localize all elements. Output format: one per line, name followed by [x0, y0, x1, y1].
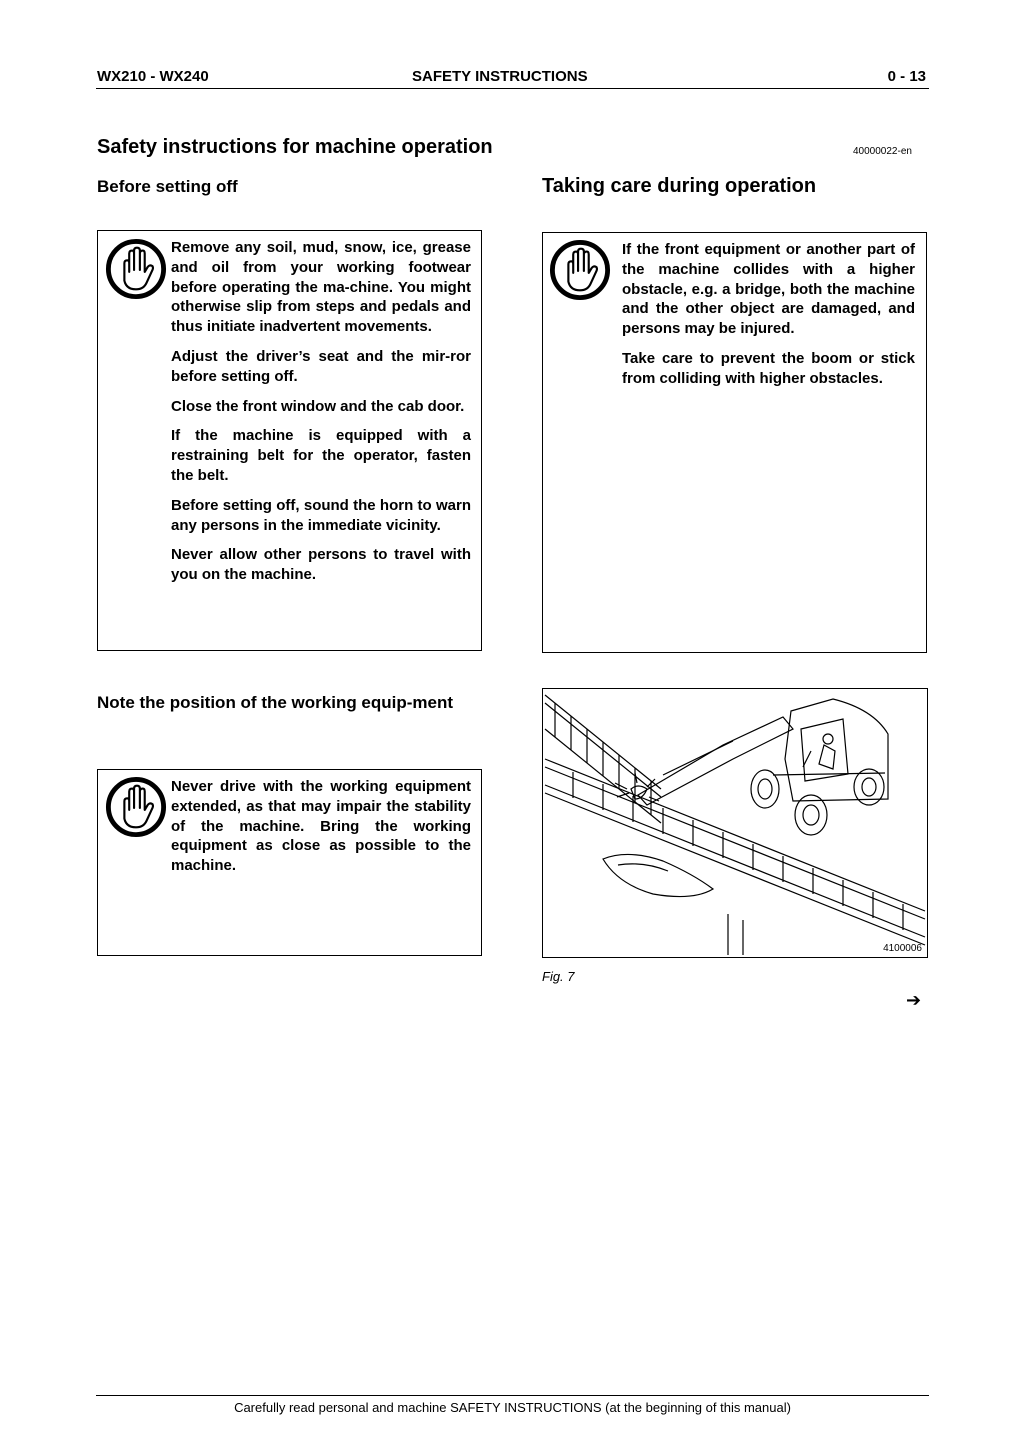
- warning-box-before-setting-off: [97, 230, 482, 651]
- paragraph: Before setting off, sound the horn to warn any persons in the immediate vicinity.: [171, 496, 471, 534]
- document-code: 40000022-en: [853, 146, 912, 157]
- paragraph: If the machine is equipped with a restraining belt for the operator, fasten the belt.: [171, 427, 471, 484]
- figure-id: 4100006: [883, 943, 922, 954]
- paragraph: Never drive with the working equipment extended, as that may impair the stability of the machine. Bring the working equipment as close as possible to the machine.: [171, 778, 471, 875]
- figure-caption: Fig. 7: [542, 969, 575, 984]
- section-title: Safety instructions for machine operation: [97, 136, 493, 158]
- paragraph: Never allow other persons to travel with you on the machine.: [171, 546, 471, 584]
- heading-working-equipment-position: Note the position of the working equip-ment: [97, 693, 454, 712]
- paragraph: If the front equipment or another part of the machine collides with a higher obstacle, e.g. a bridge, both the machine and the other object are damaged, and persons may be injured.: [622, 241, 915, 338]
- stop-hand-icon: [549, 239, 611, 301]
- before-setting-off-text: [171, 238, 471, 585]
- heading-before-setting-off: Before setting off: [97, 177, 238, 196]
- taking-care-text: [622, 240, 915, 389]
- stop-hand-icon: [105, 776, 167, 838]
- paragraph: Close the front window and the cab door.: [171, 397, 465, 415]
- header-page-number: 0 - 13: [887, 68, 926, 85]
- header-model: WX210 - WX240: [97, 68, 209, 85]
- warning-box-taking-care: [542, 232, 927, 653]
- warning-box-working-equipment: [97, 769, 482, 956]
- paragraph: Take care to prevent the boom or stick from colliding with higher obstacles.: [622, 349, 915, 387]
- header-section: SAFETY INSTRUCTIONS: [412, 68, 588, 85]
- excavator-bridge-illustration: [543, 689, 927, 957]
- heading-taking-care: Taking care during operation: [542, 175, 817, 197]
- header-rule: [96, 88, 929, 89]
- footer-note: Carefully read personal and machine SAFETY INSTRUCTIONS (at the beginning of this manual): [234, 1400, 791, 1415]
- paragraph: Remove any soil, mud, snow, ice, grease and oil from your working footwear before operating the ma-chine. You might otherwise slip from steps and pedals and thus initiate inadvertent movements.: [171, 239, 471, 336]
- paragraph: Adjust the driver’s seat and the mir-ror before setting off.: [171, 347, 471, 385]
- stop-hand-icon: [105, 238, 167, 300]
- footer-rule: [96, 1395, 929, 1396]
- figure-excavator-bridge-collision: [542, 688, 928, 958]
- working-equipment-text: [171, 777, 471, 876]
- next-page-arrow-icon: ➔: [906, 990, 922, 1010]
